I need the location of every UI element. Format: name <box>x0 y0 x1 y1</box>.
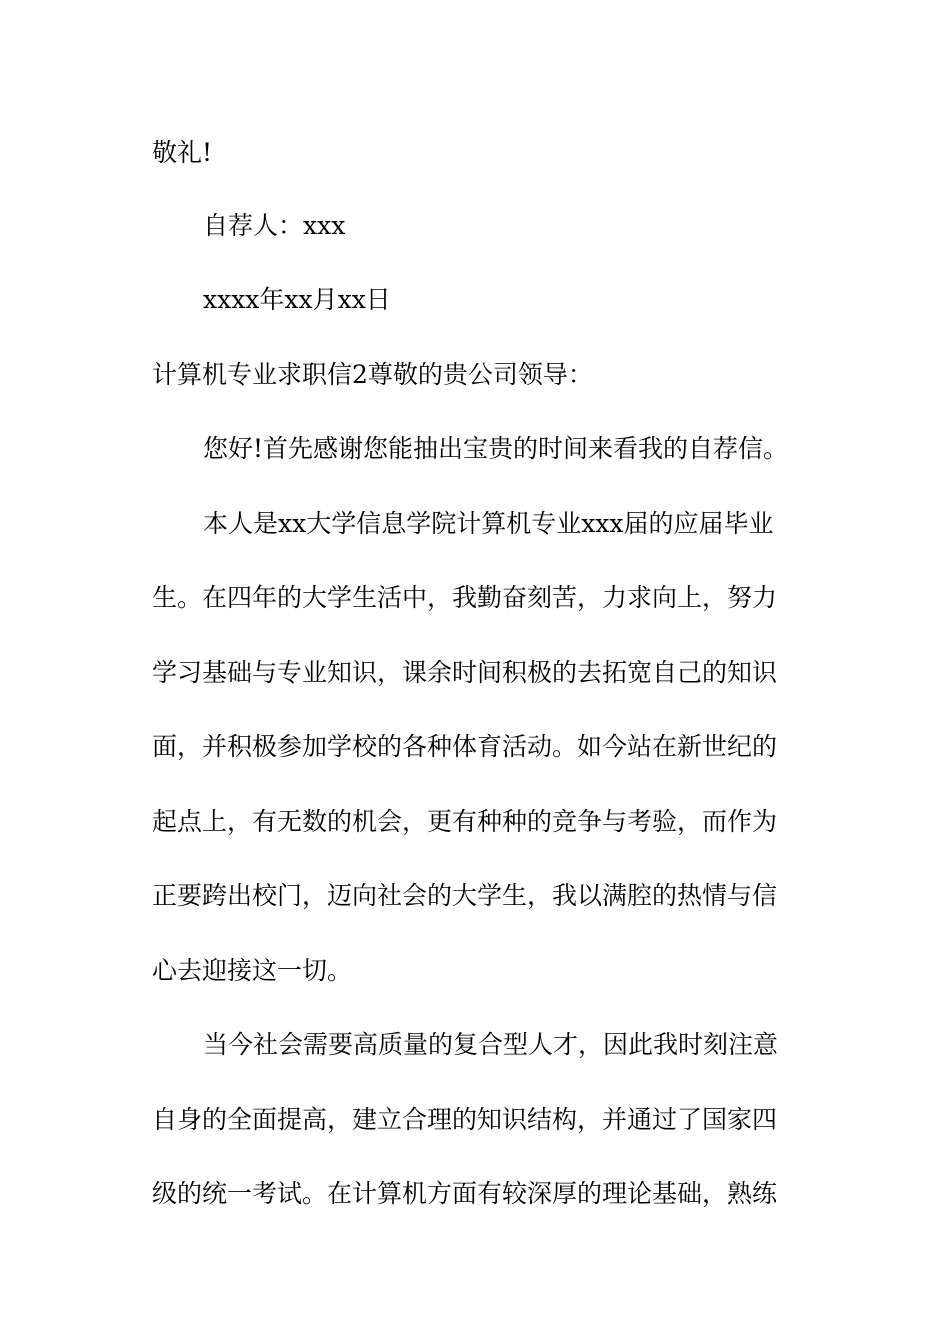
paragraph-line: 正要跨出校门，迈向社会的大学生，我以满腔的热情与信 <box>152 881 778 910</box>
greeting-paragraph: 您好!首先感谢您能抽出宝贵的时间来看我的自荐信。 <box>203 434 789 463</box>
paragraph-line: 生。在四年的大学生活中，我勤奋刻苦，力求向上，努力 <box>152 583 778 612</box>
paragraph-line: 自身的全面提高，建立合理的知识结构，并通过了国家四 <box>152 1105 778 1134</box>
letter-heading: 计算机专业求职信2尊敬的贵公司领导： <box>152 360 593 389</box>
paragraph-line: 面，并积极参加学校的各种体育活动。如今站在新世纪的 <box>152 732 778 761</box>
paragraph-line: 心去迎接这一切。 <box>152 956 353 985</box>
closing-salutation: 敬礼! <box>152 138 213 167</box>
paragraph-line: 级的统一考试。在计算机方面有较深厚的理论基础，熟练 <box>152 1179 778 1208</box>
date-line: xxxx年xx月xx日 <box>203 285 391 314</box>
paragraph-line: 本人是xx大学信息学院计算机专业xxx届的应届毕业 <box>203 509 774 538</box>
paragraph-line: 当今社会需要高质量的复合型人才，因此我时刻注意 <box>203 1030 779 1059</box>
paragraph-line: 学习基础与专业知识，课余时间积极的去拓宽自己的知识 <box>152 658 778 687</box>
signature-line: 自荐人：xxx <box>203 211 346 240</box>
paragraph-line: 起点上，有无数的机会，更有种种的竞争与考验，而作为 <box>152 807 778 836</box>
